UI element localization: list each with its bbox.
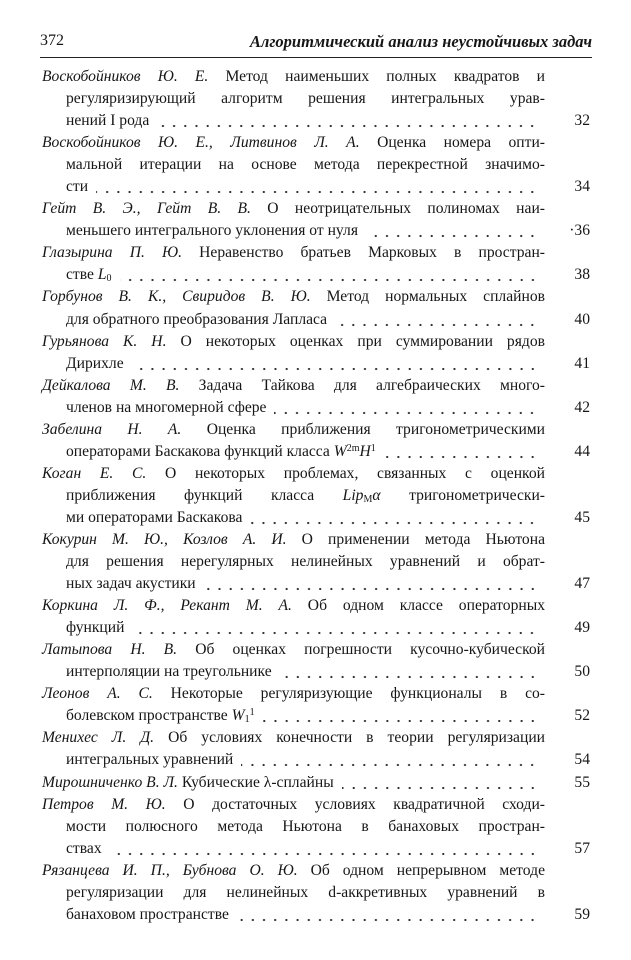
math-symbol: H — [359, 442, 371, 460]
dot-leader — [96, 184, 538, 194]
dot-leader — [120, 272, 538, 282]
entry-title-text: ных задач акустики — [66, 575, 196, 593]
dot-leader — [204, 581, 538, 591]
entry-title-text: интегральных уравнений — [66, 751, 234, 769]
entry-line — [42, 419, 545, 441]
entry-title-text: Неравенство братьев Марковых в простран- — [182, 244, 545, 262]
entry-author: Леонов А. С. — [42, 685, 153, 703]
entry-title-text: регуляризирующий алгоритм решения интегральных урав- — [66, 90, 545, 108]
entry-line-text — [66, 749, 233, 771]
entry-line — [42, 110, 590, 132]
entry-page-number: 47 — [574, 575, 590, 593]
entry-line — [42, 860, 545, 882]
entry-title-text: Метод наименьших полных квадратов и — [208, 68, 546, 85]
entry-title-text: тригонометрически- — [380, 486, 545, 504]
entry-author: Мирошниченко В. Л. — [42, 773, 178, 791]
entry-title-text: Об оценках погрешности кусочно-кубической — [177, 641, 545, 659]
entry-line — [42, 838, 590, 860]
math-superscript: 1 — [370, 442, 376, 454]
entry-line — [42, 507, 590, 529]
entry-line — [42, 198, 545, 220]
entry-line — [42, 88, 545, 110]
entry-line — [42, 463, 545, 485]
entry-author: Воскобойников Ю. Е., Литвинов Л. А. — [42, 134, 360, 152]
entry-line — [42, 772, 590, 794]
entry-line — [42, 529, 545, 551]
entry-line-text — [66, 397, 266, 419]
entry-title-text: сти — [66, 178, 89, 196]
math-superscript: 2m — [346, 442, 360, 454]
entry-title-text: О применении метода Ньютона — [286, 530, 545, 548]
entry-line — [42, 286, 545, 308]
toc-entry — [42, 463, 590, 529]
entry-author: Глазырина П. Ю. — [42, 244, 183, 262]
entry-title-text: операторами Баскакова функций класса — [66, 442, 334, 460]
entry-line-text — [66, 617, 124, 639]
entry-title-text: Задача Тайкова для алгебраических много- — [179, 376, 546, 394]
toc-entry — [42, 242, 590, 286]
entry-title-text: мальной итерации на основе метода перекрестной значимо- — [66, 156, 545, 174]
entry-title-text: О некоторых проблемах, связанных с оценкой — [146, 464, 545, 482]
entry-page-number: 44 — [574, 442, 590, 460]
toc-entry — [42, 639, 590, 683]
entry-line — [42, 220, 590, 242]
entry-line — [42, 353, 590, 375]
entry-page-number: 42 — [574, 398, 590, 416]
entry-line — [42, 551, 545, 573]
toc-entry — [42, 794, 590, 860]
entry-line-text — [66, 441, 376, 463]
entry-title-text: Метод нормальных сплайнов — [310, 288, 545, 306]
dot-leader — [263, 713, 538, 723]
entry-author: Рязанцева И. П., Бубнова О. Ю. — [42, 861, 298, 879]
entry-line-text — [66, 705, 255, 727]
entry-line-text — [66, 904, 229, 926]
entry-title-text: стве — [66, 266, 98, 284]
entry-line — [42, 485, 545, 507]
entry-page-number: 41 — [574, 354, 590, 372]
toc-entry — [42, 375, 590, 419]
dot-leader — [241, 757, 538, 767]
math-subscript: M — [363, 493, 373, 505]
entry-line — [42, 176, 590, 198]
entry-author: Коркина Л. Ф., Рекант М. А. — [42, 597, 292, 615]
entry-page-number: ·36 — [569, 222, 590, 240]
entry-line-text — [66, 353, 124, 375]
entry-title-text: для обратного преобразования Лапласа — [66, 310, 328, 328]
entry-title-text: функций — [66, 619, 125, 637]
entry-author: Латыпова Н. В. — [42, 641, 178, 659]
entry-line — [42, 441, 590, 463]
entry-title-text: банаховом пространстве — [66, 905, 229, 923]
entry-line — [42, 882, 545, 904]
entry-line-text — [66, 507, 242, 529]
dot-leader — [157, 118, 538, 128]
entry-author: Забелина Н. А. — [42, 420, 182, 438]
entry-line — [42, 242, 545, 264]
entry-page-number: 52 — [574, 707, 590, 725]
dot-leader — [280, 669, 538, 679]
entry-line — [42, 154, 545, 176]
toc-entry — [42, 66, 590, 132]
entry-line — [42, 705, 590, 727]
entry-line — [42, 375, 545, 397]
entry-line — [42, 683, 545, 705]
entry-title-text: Дирихле — [66, 354, 124, 372]
entry-page-number: 38 — [574, 266, 590, 284]
entry-line-text — [66, 264, 112, 286]
entry-page-number: 59 — [574, 905, 590, 923]
entry-line — [42, 397, 590, 419]
dot-leader — [366, 228, 538, 238]
entry-line — [42, 639, 545, 661]
toc-entry — [42, 727, 590, 771]
entry-title-text: нений I рода — [66, 112, 150, 130]
header-rule — [40, 57, 592, 58]
entry-author: Гурьянова К. Н. — [42, 332, 167, 350]
math-subscript: 1 — [244, 714, 250, 726]
math-subscript: 0 — [106, 273, 112, 285]
dot-leader — [274, 405, 538, 415]
math-symbol: α — [372, 486, 381, 504]
entry-title-text: О неотрицательных полиномах наи- — [250, 200, 545, 218]
entry-line — [42, 794, 545, 816]
entry-title-text: мости полюсного метода Ньютона в банаховых простран- — [66, 817, 545, 835]
entry-line-text — [66, 661, 272, 683]
entry-title-text: болевском пространстве — [66, 707, 232, 725]
entry-line — [42, 904, 590, 926]
math-symbol: L — [97, 266, 107, 284]
toc-entry — [42, 419, 590, 463]
entry-page-number: 50 — [574, 663, 590, 681]
entry-line — [42, 66, 545, 88]
toc-entry — [42, 772, 590, 794]
math-superscript: 1 — [249, 707, 255, 719]
page-number: 372 — [40, 32, 64, 49]
entry-line-text — [66, 220, 358, 242]
entry-title-text: Об одном непрерывном методе — [297, 861, 545, 879]
entry-title-text: интерполяции на треугольнике — [66, 663, 272, 681]
entry-line — [42, 749, 590, 771]
entry-line — [42, 573, 590, 595]
dot-leader — [110, 846, 538, 856]
entry-line — [42, 595, 545, 617]
entry-title-text: Об условиях конечности в теории регуляризации — [154, 729, 546, 747]
dot-leader — [384, 449, 538, 459]
math-symbol: W — [333, 442, 347, 460]
toc-entry — [42, 331, 590, 375]
toc-entry — [42, 132, 590, 198]
dot-leader — [335, 317, 538, 327]
entry-line — [42, 727, 545, 749]
math-symbol: Lip — [342, 486, 364, 504]
entry-title-text: ми операторами Баскакова — [66, 508, 243, 526]
toc-entry — [42, 286, 590, 330]
dot-leader — [132, 625, 538, 635]
entry-author: Горбунов В. К., Свиридов В. Ю. — [42, 288, 311, 306]
entry-line-text — [42, 772, 334, 794]
entry-page-number: 57 — [574, 839, 590, 857]
entry-line — [42, 132, 545, 154]
entry-author: Воскобойников Ю. Е. — [42, 68, 209, 85]
entry-author: Петров М. Ю. — [42, 795, 166, 813]
math-symbol: W — [231, 707, 245, 725]
entry-title-text: членов на многомерной сфере — [66, 398, 267, 416]
entry-line-text — [66, 838, 102, 860]
entry-title-text: Кубические λ-сплайны — [177, 773, 334, 791]
running-title: Алгоритмический анализ неустойчивых задач — [249, 32, 592, 51]
entry-author: Коган Е. С. — [42, 464, 147, 482]
entry-author: Кокурин М. Ю., Козлов А. И. — [42, 530, 287, 548]
entry-page-number: 55 — [574, 773, 590, 791]
entry-line — [42, 617, 590, 639]
entry-title-text: Оценка приближения тригонометрическими — [181, 420, 545, 438]
entry-line — [42, 309, 590, 331]
entry-title-text: ствах — [66, 839, 102, 857]
entry-title-text: Оценка номера опти- — [359, 134, 545, 152]
toc-entry — [42, 683, 590, 727]
table-of-contents — [42, 66, 590, 926]
entry-author: Дейкалова М. В. — [42, 376, 180, 394]
entry-title-text: О достаточных условиях квадратичной сходи- — [165, 795, 546, 813]
entry-title-text: О некоторых оценках при суммировании рядов — [166, 332, 545, 350]
entry-line — [42, 264, 590, 286]
entry-author: Менихес Л. Д. — [42, 729, 155, 747]
entry-title-text: Об одном классе операторных — [291, 597, 545, 615]
toc-entry — [42, 529, 590, 595]
dot-leader — [237, 912, 538, 922]
entry-page-number: 49 — [574, 619, 590, 637]
entry-line — [42, 661, 590, 683]
entry-title-text: регуляризации для нелинейных d-аккретивных уравнений в — [66, 883, 545, 901]
entry-title-text: приближения функций класса — [66, 486, 343, 504]
dot-leader — [342, 780, 538, 790]
entry-line — [42, 331, 545, 353]
dot-leader — [250, 515, 538, 525]
entry-title-text: меньшего интегрального уклонения от нуля — [66, 222, 358, 240]
entry-author: Гейт В. Э., Гейт В. В. — [42, 200, 251, 218]
toc-entry — [42, 595, 590, 639]
entry-line-text — [66, 110, 149, 132]
toc-entry — [42, 198, 590, 242]
entry-page-number: 54 — [574, 751, 590, 769]
entry-page-number: 32 — [574, 112, 590, 130]
entry-title-text: Некоторые регуляризующие функционалы в со- — [152, 685, 545, 703]
entry-line-text — [66, 573, 196, 595]
running-header — [40, 32, 592, 54]
entry-line — [42, 816, 545, 838]
entry-page-number: 40 — [574, 310, 590, 328]
entry-title-text: для решения нерегулярных нелинейных уравнений и обрат- — [66, 553, 545, 571]
entry-page-number: 45 — [574, 508, 590, 526]
entry-page-number: 34 — [574, 178, 590, 196]
toc-entry — [42, 860, 590, 926]
entry-line-text — [66, 176, 88, 198]
dot-leader — [132, 361, 538, 371]
entry-line-text — [66, 309, 327, 331]
